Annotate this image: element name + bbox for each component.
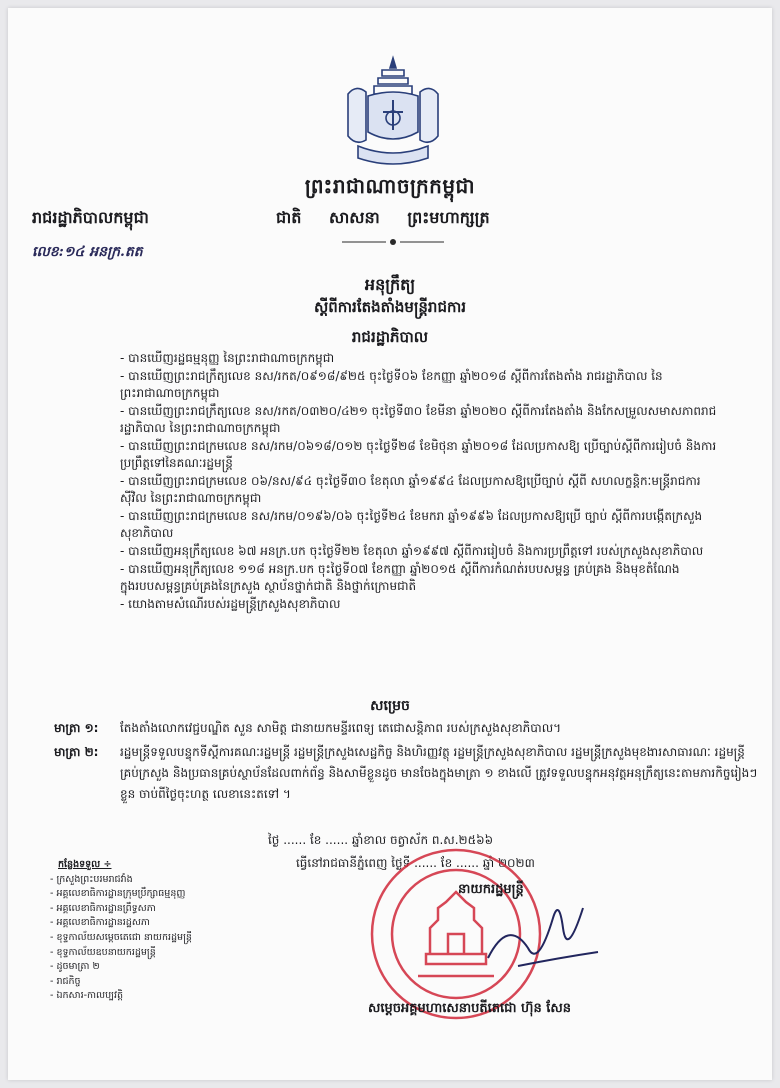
issuer: រាជរដ្ឋាភិបាល [351,328,429,346]
recipient-item: - ឯកសារ-កាលប្បវត្តិ [50,990,124,1002]
prime-minister-title: នាយករដ្ឋមន្ត្រី [458,882,524,897]
recipient-item: - ខុទ្ទកាល័យសម្ដេចតេជោ នាយករដ្ឋមន្ត្រី [50,931,192,943]
preamble-item: - បានឃើញព្រះរាជក្រមលេខ នស/រកម/០១៩៦/០៦ ចុះថ្ងៃទី២៤ ខែមករា ឆ្នាំ១៩៩៦ ដែលប្រកាសឱ្យប្រើ ច្បាប់ ស្ដីពីការបង្កើតក្រសួងសុខាភិបាល [120,509,703,540]
kingdom-title: ព្រះរាជាណាចក្រកម្ពុជា [304,174,476,198]
recipient-item: - អគ្គលេខាធិការដ្ឋានរដ្ឋសភា [50,917,150,929]
preamble-list [120,350,720,614]
decides-heading: សម្រេច [370,698,410,714]
preamble-item: - បានឃើញអនុក្រឹត្យលេខ ៦៧ អនក្រ.បក ចុះថ្ងៃទី២២ ខែតុលា ឆ្នាំ១៩៩៧ ស្ដីពីការរៀបចំ និងការប្រព្រឹត្តទៅ របស់ក្រសួងសុខាភិបាល [120,544,704,558]
government-name: រាជរដ្ឋាភិបាលកម្ពុជា [32,208,149,227]
article-text: រដ្ឋមន្ត្រីទទួលបន្ទុកទីស្ដីការគណៈរដ្ឋមន្ត្រី រដ្ឋមន្ត្រីក្រសួងសេដ្ឋកិច្ច និងហិរញ្ញវត្ថុ រដ្ឋមន្ត្រីក្រសួងសុខាភិបាល រដ្ឋមន្ត្រីក្រសួងមុខងារសាធារណៈ រដ្ឋមន្ត្រីគ្រប់ក្រសួង និងប្រធានគ្រប់ស្ថាប័នដែលពាក់ព័ន្ធ និងសាមីខ្លួនដូច មានចែងក្នុងមាត្រា ១ ខាងលើ ត្រូវទទួលបន្ទុកអនុវត្តអនុក្រឹត្យនេះតាមភារកិច្ចរៀងៗខ្លួន ចាប់ពីថ្ងៃចុះហត្ថ លេខានេះតទៅ ។ [120,745,758,801]
decree-subject: ស្ដីពីការតែងតាំងមន្ត្រីរាជការ [313,298,467,316]
preamble-item: - បានឃើញអនុក្រឹត្យលេខ ១១៨ អនក្រ.បក ចុះថ្ងៃទី០៧ ខែកញ្ញា ឆ្នាំ២០១៥ ស្ដីពីការកំណត់របបសម្ពន្ធ គ្រប់គ្រង និងមុខតំណែងក្នុងរបបសម្ពន្ធគ្រប់គ្រងនៃក្រសួង ស្ថាប័នថ្នាក់ជាតិ និងថ្នាក់ក្រោមជាតិ [120,562,680,593]
article-1 [54,718,734,740]
article-2 [54,742,758,826]
article-label: មាត្រា ១: [54,721,99,735]
recipient-item: - រាជកិច្ច [50,975,81,987]
preamble-item: - បានឃើញព្រះរាជក្រមលេខ នស/រកម/០៦១៨/០១២ ចុះថ្ងៃទី២៨ ខែមិថុនា ឆ្នាំ២០១៨ ដែលប្រកាសឱ្យ ប្រើច្បាប់ស្ដីពីការរៀបចំ និងការប្រព្រឹត្តទៅនៃគណៈរដ្ឋមន្ត្រី [120,439,717,470]
recipient-item: - ខុទ្ទកាល័យឧបនាយករដ្ឋមន្ត្រី [50,946,156,958]
national-motto [276,207,490,231]
motto-religion: សាសនា [328,208,380,227]
ornamental-divider-icon [338,237,448,247]
preamble-item: - បានឃើញព្រះរាជក្រឹត្យលេខ នស/រកត/០៩១៨/៩២៥ ចុះថ្ងៃទី០៦ ខែកញ្ញា ឆ្នាំ២០១៨ ស្ដីពីការតែងតាំង រាជរដ្ឋាភិបាល នៃព្រះរាជាណាចក្រកម្ពុជា [120,369,663,400]
recipients-list [50,858,192,1004]
recipient-item: - ដូចមាត្រា ២ [50,961,100,973]
solar-date: ធ្វើនៅរាជធានីភ្នំពេញ ថ្ងៃទី ...... ខែ ...... ឆ្នាំ ២០២៣ [296,856,535,870]
royal-emblem-icon [338,54,448,168]
prime-minister-name: សម្ដេចអគ្គមហាសេនាបតីតេជោ ហ៊ុន សែន [368,1001,571,1016]
preamble-item: - យោងតាមសំណើរបស់រដ្ឋមន្ត្រីក្រសួងសុខាភិបាល [120,597,341,611]
recipient-item: - ក្រសួងព្រះបរមរាជវាំង [50,873,133,885]
preamble-item: - បានឃើញព្រះរាជក្រឹត្យលេខ នស/រកត/០៣២០/៤២១ ចុះថ្ងៃទី៣០ ខែមីនា ឆ្នាំ២០២០ ស្ដីពីការតែងតាំង និងកែសម្រួលសមាសភាពរាជរដ្ឋាភិបាល នៃព្រះរាជាណាចក្រកម្ពុជា [120,404,717,435]
reference-number: លេខ:១៤ អនក្រ.តត [32,244,143,260]
preamble-item: - បានឃើញរដ្ឋធម្មនុញ្ញ នៃព្រះរាជាណាចក្រកម្ពុជា [120,351,335,365]
decree-type: អនុក្រឹត្យ [364,275,416,294]
lunar-date: ថ្ងៃ ...... ខែ ...... ឆ្នាំខាល ចត្វាស័ក ព.ស.២៥៦៦ [268,833,494,847]
recipients-heading: កន្លែងទទួល ÷ [58,859,112,870]
motto-king: ព្រះមហាក្សត្រ [407,208,490,227]
preamble-item: - បានឃើញព្រះរាជក្រមលេខ ០៦/នស/៩៤ ចុះថ្ងៃទី៣០ ខែតុលា ឆ្នាំ១៩៩៤ ដែលប្រកាសឱ្យប្រើច្បាប់ ស្ដីពី សហលក្ខន្តិកៈមន្ត្រីរាជការស៊ីវិល នៃព្រះរាជាណាចក្រកម្ពុជា [120,474,701,505]
motto-nation: ជាតិ [276,208,302,227]
recipient-item: - អគ្គលេខាធិការដ្ឋានក្រុមប្រឹក្សាធម្មនុញ្ញ [50,888,186,900]
handwritten-signature-icon [478,888,608,978]
article-text: តែងតាំងលោកវេជ្ជបណ្ឌិត សួន សាមិត្ត ជានាយកមន្ទីរពេទ្យ តេជោសន្តិភាព របស់ក្រសួងសុខាភិបាល។ [120,721,562,735]
recipient-item: - អគ្គលេខាធិការដ្ឋានព្រឹទ្ធសភា [50,902,156,914]
article-label: មាត្រា ២: [54,745,99,759]
document-page [8,8,772,1080]
